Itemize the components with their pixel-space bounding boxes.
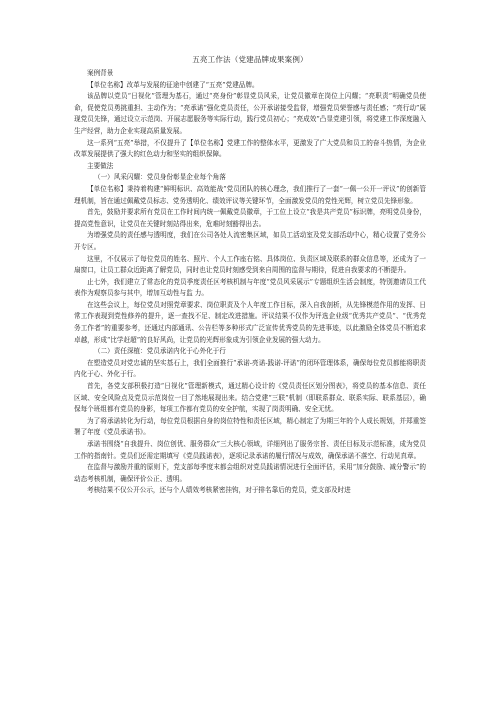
document-title: 五亮工作法（党建品牌成果案例） [192,55,308,64]
body-paragraph: 这里，不仅展示了每位党员的姓名、照片、个人工作座右铭、具体岗位、负责区域及联系的群众信息等，还成为了一扇窗口，让员工群众近距离了解党员，同时也让党员时刻感受到来自周围的监督与期待，促进自我要求的不断提升。 [74,254,426,275]
body-paragraph: 主要做法 [87,161,114,170]
body-paragraph: 承诺书围绕“自我提升、岗位创优、服务群众”三大核心领域，详细列出了服务宗旨、责任目标及示范标准，成为党员工作的指南针。党员们还需定期填写《党员践诺表》，逐项记录承诺的履行情况与成效，确保承诺不落空、行动见真章。 [74,440,426,460]
body-paragraph: 为了将承诺转化为行动，每位党员根据自身的岗位特性和责任区域，精心制定了为期三年的个人成长规划，并郑重签署了年度《党员承诺书》。 [74,416,426,437]
section-heading: 案例背景 [87,69,114,77]
body-paragraph: 止七外，我们建立了常态化的党员季度责任区考核机制与年度“党员风采展示”专题组织生活会制度，特别邀请员工代表作为观察员参与其中，增加互动性与监 力。 [74,277,426,298]
section-heading: （二）责任深植：党员承诺内化于心外化于行 [94,347,226,356]
body-paragraph: 首先，各党支部积极打造“日视化”管理新模式，通过精心设计的《党员责任区划分图表》，将党员的基本信息、责任区域、安全风险点及党员示范岗位一目了然地展现出来。结合党建“三联”机制（即联系群众、联系实际、联系基层），确保每个班组都有党员的身影，每项工作都有党员的安全护航，实现了岗责明确、安全无忧。 [74,382,426,414]
body-paragraph: 这一系列“五亮”举措，不仅提升了【单位名称】党建工作的整体水平，更激发了广大党员和员工的奋斗热情，为企业改革发展提供了强大的红色动力和坚实的组织保障。 [74,138,426,159]
body-paragraph: 该品牌以党员“日视化”管理为基石，通过“亮身份”彰显党员风采，让党员徽章在岗位上闪耀；“亮职责”明确党员使命，促使党员勇挑重担、主动作为；“亮承诺”强化党员责任，公开承诺接受监督，增强党员荣誉感与责任感；“亮行动”展现党员先锋，通过设立示范岗、开展志愿服务等实际行动，践行党员初心；“亮成效”凸显党建引领，将党建工作深度融入生产经营，助力企业实现高质量发展。 [74,92,426,135]
body-paragraph: 【单位名称】秉持着构建“鲜明标识、高效能战”党员团队的核心理念，我们推行了一套“一佩一公开一评议”的创新管理机制，旨在通过佩戴党员标志、党务透明化、绩效评议等关键环节，全面激发党员的党性光辉，树立党员先锋形象。 [74,184,426,205]
document-body [74,68,426,497]
body-paragraph: 在塑造党员对党忠诚的坚实基石上，我们全面推行“承诺-亮诺-践诺-评诺”的闭环管理体系，确保每位党员都能将职责内化于心、外化于行。 [74,358,426,379]
body-paragraph: 【单位名称】改革与发展的征途中创建了“五亮”党建品牌。 [87,80,259,89]
body-paragraph: 在这些会议上，每位党员对照党章要求、岗位职责及个人年度工作目标，深入自我剖析，从先锋模范作用的发挥、日常工作表现到党性修养的提升，逐一查找不足、制定改进措施。评议结果不仅作为评选企业级“优秀共产党员”、“优秀党务工作者”的重要参考，还通过内部通讯、公告栏等多种形式广泛宣传优秀党员的先进事迹，以此激励全体党员不断追求卓越，形成“比学赶超”的良好风尚，让党员的光辉形象成为引领企业发展的强大动力。 [74,300,426,344]
body-paragraph: 考核结果不仅公开公示，还与个人绩效考核紧密挂钩，对于排名靠后的党员，党支部及时进 [87,486,351,495]
body-paragraph: 为增强党员的责任感与透明度，我们在公司各处人流密集区域，如员工活动室及党支部活动中心，精心设置了党务公开专区。 [74,231,426,251]
body-paragraph: 首先，鼓励并要求所有党员在工作时间内统一佩戴党员徽章，于工位上设立“我是共产党员”标识牌，亮明党员身份，提高党性意识，让党员在关键时刻站得出来，危难时刻豁得出去。 [74,208,426,228]
body-paragraph: 在监督与激励并重的原则下，党支部每季度末都会组织对党员践诺情况进行全面评估，采用“加分鼓励、减分警示”的动态考核机制，确保评价公正、透明。 [74,463,426,483]
section-heading: （一）风采闪耀：党员身份彰显企业每个角落 [94,173,226,182]
